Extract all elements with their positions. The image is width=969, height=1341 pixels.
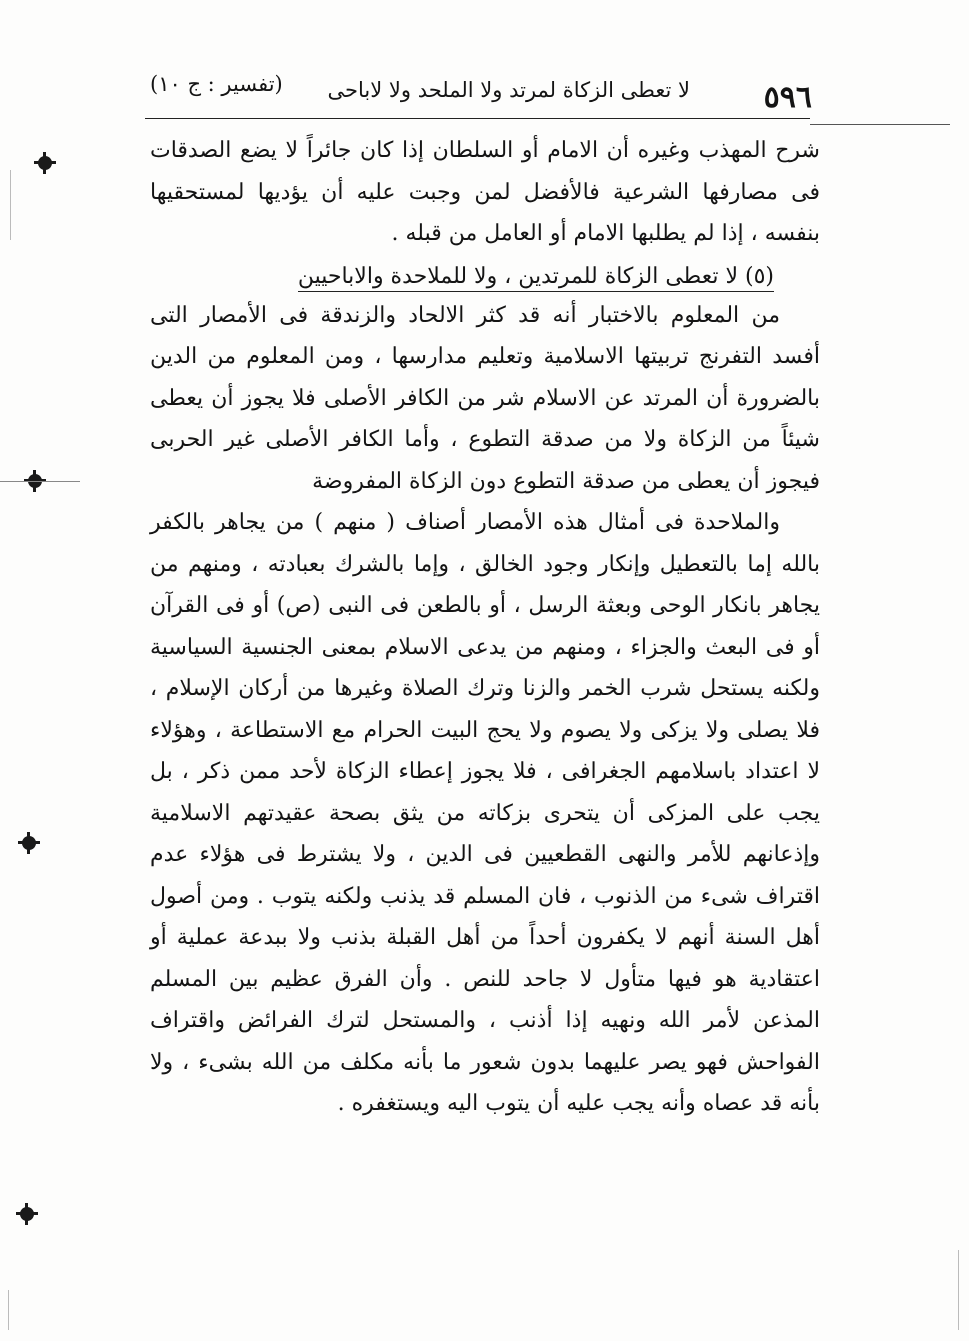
paragraph-continuation: شرح المهذب وغيره أن الامام أو السلطان إذا كان جائراً لا يضع الصدقات فى مصارفها الشرعية فالأفضل لمن وجبت عليه أن يؤديها لمستحقيها بنفسه ، إذا لم يطلبها الامام أو العامل من قبله . bbox=[150, 138, 820, 246]
scan-artifact-tick bbox=[10, 170, 11, 240]
page-number: ٥٩٦ bbox=[763, 80, 812, 115]
binding-hole-mark bbox=[20, 1207, 34, 1221]
scan-artifact-tick bbox=[8, 1290, 9, 1330]
paragraph-apostasy: من المعلوم بالاختبار أنه قد كثر الالحاد والزندقة فى الأمصار التى أفسد التفرنج تربيتها الاسلامية وتعليم مدارسها ، ومن المعلوم من الدين بالضرورة أن المرتد عن الاسلام شر من الكافر الأصلى فلا يجوز أن يعطى شيئاً من الزكاة ولا من صدقة التطوع ، وأما الكافر الأصلى غير الحربى فيجوز أن يعطى من صدقة التطوع دون الزكاة المفروضة bbox=[150, 302, 820, 494]
scan-artifact-line bbox=[0, 481, 80, 482]
binding-hole-mark bbox=[22, 836, 36, 850]
scan-artifact-tick bbox=[958, 1250, 959, 1330]
running-title: لا تعطى الزكاة لمرتد ولا الملحد ولا لاباحى bbox=[327, 78, 690, 102]
page-body bbox=[150, 130, 820, 1125]
header-divider bbox=[145, 118, 810, 119]
binding-hole-mark bbox=[38, 156, 52, 170]
section-reference: (تفسير : ج ١٠) bbox=[150, 72, 283, 96]
paragraph-heretics: والملاحدة فى أمثال هذه الأمصار أصناف ( منهم ) من يجاهر بالكفر بالله إما بالتعطيل وإنكار وجود الخالق ، وإما بالشرك بعبادته ، ومنهم من يجاهر بانكار الوحى وبعثة الرسل ، أو بالطعن فى النبى (ص) أو فى القرآن أو فى البعث والجزاء ، ومنهم من يدعى الاسلام بمعنى الجنسية السياسية ولكنه يستحل شرب الخمر والزنا وترك الصلاة وغيرها من أركان الإسلام ، فلا يصلى ولا يزكى ولا يصوم ولا يحج البيت الحرام مع الاستطاعة ، وهؤلاء لا اعتداد باسلامهم الجغرافى ، فلا يجوز إعطاء الزكاة لأحد ممن ذكر ، بل يجب على المزكى أن يتحرى بزكاته من يثق بصحة عقيدتهم الاسلامية وإذعانهم للأمر والنهى القطعيين فى الدين ، ولا يشترط فى هؤلاء عدم اقتراف شىء من الذنوب ، فان المسلم قد يذنب ولكنه يتوب . ومن أصول أهل السنة أنهم لا يكفرون أحداً من أهل القبلة بذنب ولا ببدعة عملية أو اعتقادية هو فيها متأول لا جاحد للنص . وأن الفرق عظيم بين المسلم المذعن لأمر الله ونهيه إذا أذنب ، والمستحل لترك الفرائض واقتراف الفواحش فهو يصر عليهما بدون شعور ما بأنه مكلف من الله بشىء ، ولا بأنه قد عصاه وأنه يجب عليه أن يتوب اليه ويستغفره . bbox=[150, 510, 820, 1116]
section-heading bbox=[150, 259, 820, 295]
section-heading-text: (٥) لا تعطى الزكاة للمرتدين ، ولا للملاحدة والاباحيين bbox=[298, 264, 774, 292]
header-divider-extension bbox=[810, 124, 950, 125]
page-header bbox=[150, 62, 810, 114]
